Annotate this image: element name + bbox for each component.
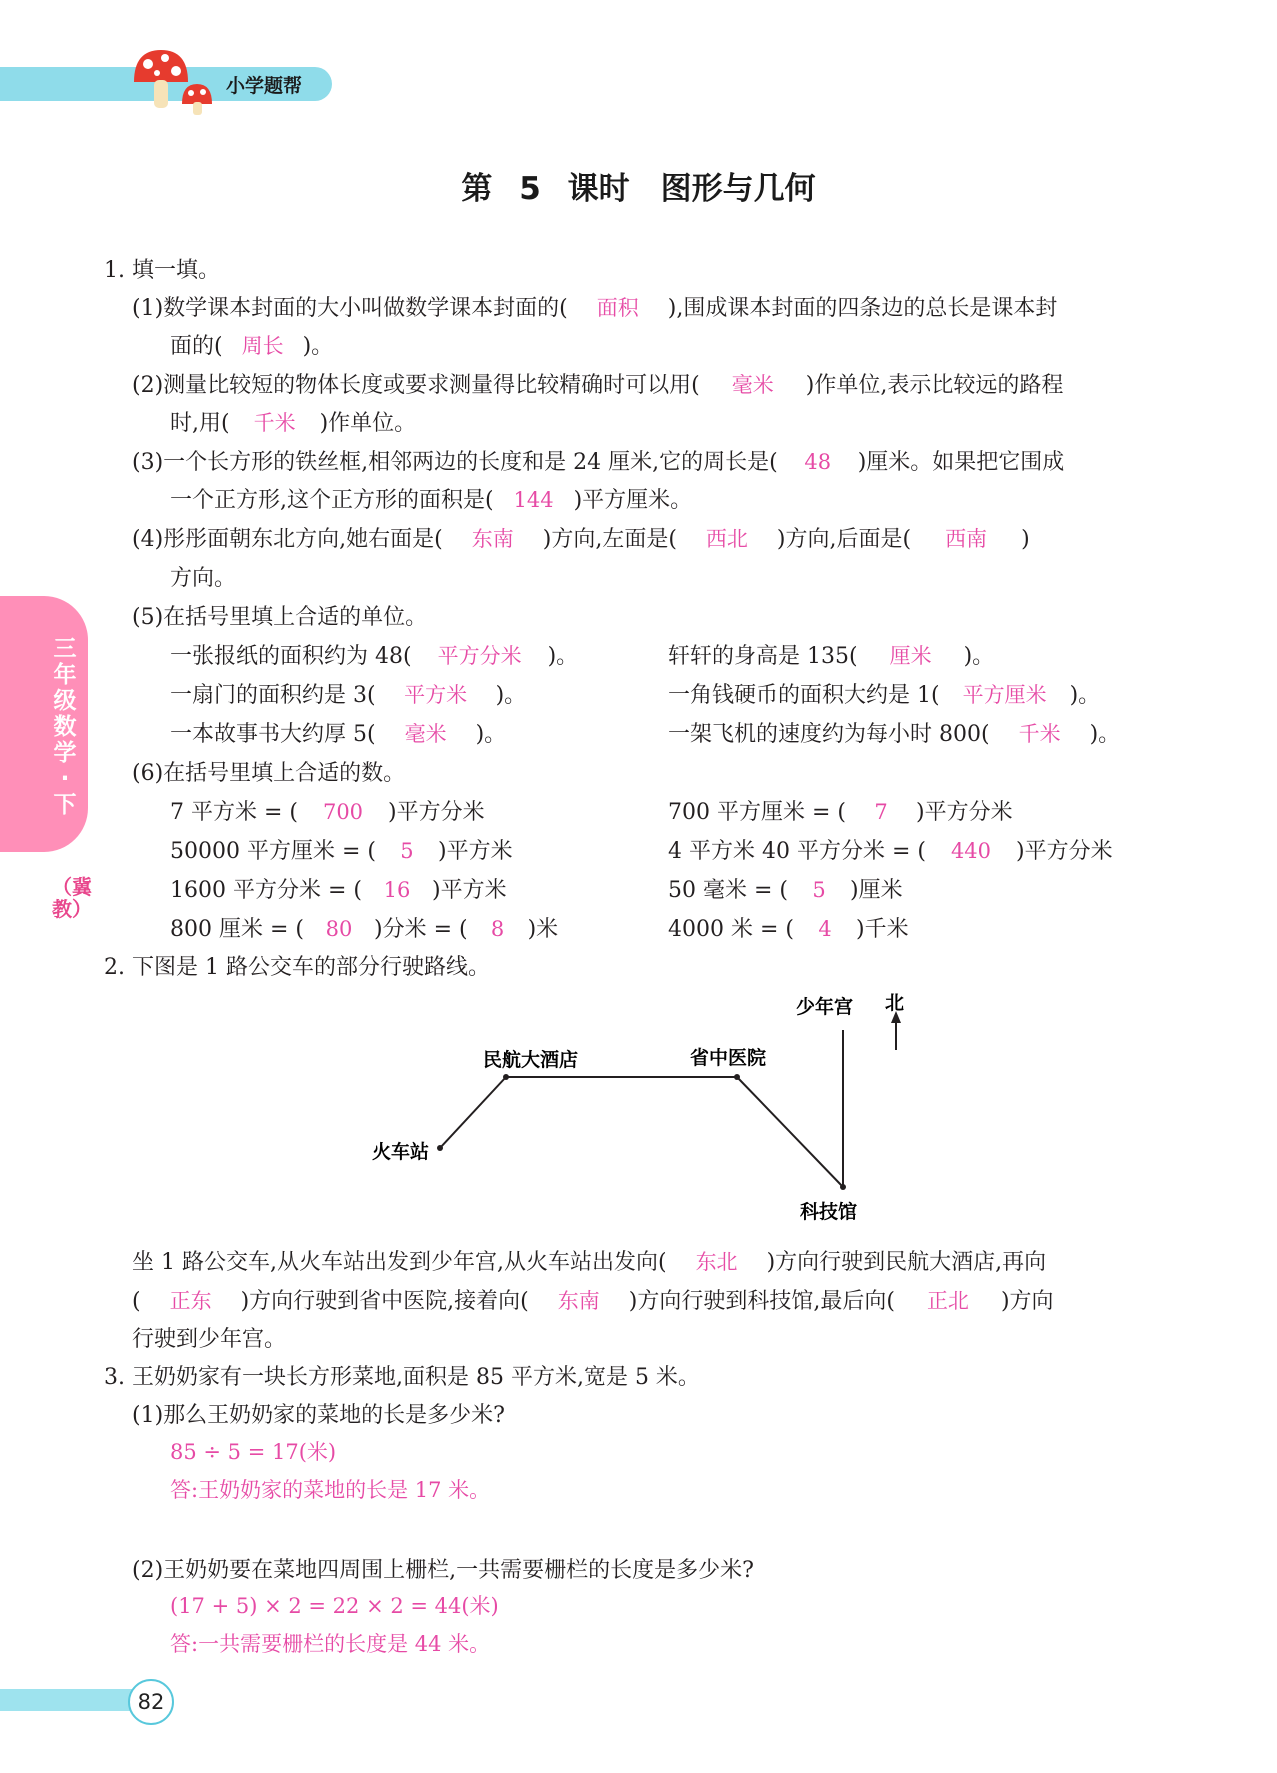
q1-p2-line1: (2)测量比较短的物体长度或要求测量得比较精确时可以用( 毫米 )作单位,表示比较远的路程 xyxy=(132,368,1063,399)
page-number: 82 xyxy=(128,1679,174,1725)
q1-p6-row-right: 4000 米 = ( 4 )千米 xyxy=(668,917,909,942)
q1-p3-line1: (3)一个长方形的铁丝框,相邻两边的长度和是 24 厘米,它的周长是( 48 )厘米。如果把它围成 xyxy=(132,450,1065,475)
place-label: 省中医院 xyxy=(690,1047,767,1069)
answer: 厘米 xyxy=(889,644,932,668)
q1-p5-row-right: 一架飞机的速度约为每小时 800( 千米 )。 xyxy=(668,717,1120,748)
station-dot xyxy=(503,1074,509,1080)
place-label: 少年宫 xyxy=(796,996,854,1018)
north-label: 北 xyxy=(885,992,905,1014)
edition-label: （冀教） xyxy=(52,875,92,921)
answer: 西南 xyxy=(945,527,988,551)
q2-text-line2: ( 正东 )方向行驶到省中医院,接着向( 东南 )方向行驶到科技馆,最后向( 正北 )方向 xyxy=(132,1284,1054,1315)
answer: 正北 xyxy=(926,1289,969,1313)
q1-p5-row-right: 轩轩的身高是 135( 厘米 )。 xyxy=(668,639,994,670)
station-dot xyxy=(840,1184,846,1190)
q1-p6-row-left: 800 厘米 = ( 80 )分米 = ( 8 )米 xyxy=(170,917,559,942)
bus-route-map xyxy=(0,975,1277,1230)
q2-text-line1: 坐 1 路公交车,从火车站出发到少年宫,从火车站出发向( 东北 )方向行驶到民航大酒店,再向 xyxy=(132,1245,1046,1276)
answer: 毫米 xyxy=(404,722,447,746)
q1-p4-line2: 方向。 xyxy=(170,566,237,591)
q1-p1-line2: 面的( 周长 )。 xyxy=(170,329,333,360)
answer: 周长 xyxy=(241,334,284,358)
answer: 毫米 xyxy=(731,373,774,397)
answer: 面积 xyxy=(596,296,639,320)
place-label: 民航大酒店 xyxy=(483,1049,579,1071)
answer: 5 xyxy=(812,878,826,902)
q1-title: 1. 填一填。 xyxy=(104,258,220,283)
answer: 16 xyxy=(383,878,411,902)
q3-p1-answer: 答:王奶奶家的菜地的长是 17 米。 xyxy=(170,1478,491,1502)
answer: 千米 xyxy=(253,411,296,435)
answer: 东南 xyxy=(557,1289,600,1313)
route-segment-1 xyxy=(440,1077,506,1148)
q3-title: 3. 王奶奶家有一块长方形菜地,面积是 85 平方米,宽是 5 米。 xyxy=(104,1365,700,1390)
q1-p6-row-left: 7 平方米 = ( 700 )平方分米 xyxy=(170,800,485,825)
answer: 平方厘米 xyxy=(962,683,1047,707)
q3-p2-calc: (17 + 5) × 2 = 22 × 2 = 44(米) xyxy=(170,1594,499,1618)
answer: 平方米 xyxy=(404,683,468,707)
answer: 80 xyxy=(325,917,353,941)
answer: 4 xyxy=(818,917,832,941)
q1-p6-title: (6)在括号里填上合适的数。 xyxy=(132,761,406,786)
answer: 48 xyxy=(804,450,832,474)
q1-p5-row-left: 一扇门的面积约是 3( 平方米 )。 xyxy=(170,678,526,709)
q1-p3-line2: 一个正方形,这个正方形的面积是( 144 )平方厘米。 xyxy=(170,488,693,513)
answer: 东南 xyxy=(471,527,514,551)
q1-p6-row-right: 4 平方米 40 平方分米 = ( 440 )平方分米 xyxy=(668,839,1113,864)
q2-text-line3: 行驶到少年宫。 xyxy=(132,1327,287,1352)
q2-title: 2. 下图是 1 路公交车的部分行驶路线。 xyxy=(104,955,490,980)
q1-p5-row-right: 一角钱硬币的面积大约是 1( 平方厘米 )。 xyxy=(668,678,1100,709)
q1-p6-row-right: 700 平方厘米 = ( 7 )平方分米 xyxy=(668,800,1013,825)
station-dot xyxy=(437,1145,443,1151)
q3-p2-question: (2)王奶奶要在菜地四周围上栅栏,一共需要栅栏的长度是多少米? xyxy=(132,1558,754,1583)
grade-label: 三年级数学·下 xyxy=(53,636,77,818)
q1-p6-row-left: 1600 平方分米 = ( 16 )平方米 xyxy=(170,878,507,903)
q1-p5-row-left: 一张报纸的面积约为 48( 平方分米 )。 xyxy=(170,639,578,670)
q1-p4-line1: (4)彤彤面朝东北方向,她右面是( 东南 )方向,左面是( 西北 )方向,后面是( 西南 ) xyxy=(132,522,1030,553)
q1-p5-title: (5)在括号里填上合适的单位。 xyxy=(132,605,428,630)
q3-p1-calc: 85 ÷ 5 = 17(米) xyxy=(170,1440,337,1464)
place-label: 火车站 xyxy=(372,1141,430,1163)
answer: 144 xyxy=(513,488,554,512)
q1-p1-line1: (1)数学课本封面的大小叫做数学课本封面的( 面积 ),围成课本封面的四条边的总长是课本封 xyxy=(132,291,1057,322)
place-label: 科技馆 xyxy=(800,1201,858,1223)
answer: 正东 xyxy=(169,1289,212,1313)
q3-p2-answer: 答:一共需要栅栏的长度是 44 米。 xyxy=(170,1632,491,1656)
page-title: 第 5 课时 图形与几何 xyxy=(461,171,816,207)
station-dot xyxy=(734,1074,740,1080)
answer: 7 xyxy=(874,800,888,824)
answer: 东北 xyxy=(695,1250,738,1274)
answer: 千米 xyxy=(1018,722,1061,746)
mushroom-icon xyxy=(128,44,218,116)
answer: 700 xyxy=(322,800,364,824)
answer: 5 xyxy=(400,839,414,863)
q1-p6-row-left: 50000 平方厘米 = ( 5 )平方米 xyxy=(170,839,513,864)
q3-p1-question: (1)那么王奶奶家的菜地的长是多少米? xyxy=(132,1403,505,1428)
answer: 8 xyxy=(490,917,505,941)
answer: 西北 xyxy=(705,527,748,551)
q1-p2-line2: 时,用( 千米 )作单位。 xyxy=(170,406,416,437)
brand-label: 小学题帮 xyxy=(226,75,303,97)
answer: 平方分米 xyxy=(437,644,522,668)
q1-p6-row-right: 50 毫米 = ( 5 )厘米 xyxy=(668,878,903,903)
q1-p5-row-left: 一本故事书大约厚 5( 毫米 )。 xyxy=(170,717,506,748)
answer: 440 xyxy=(950,839,992,863)
route-segment-3 xyxy=(737,1077,843,1187)
